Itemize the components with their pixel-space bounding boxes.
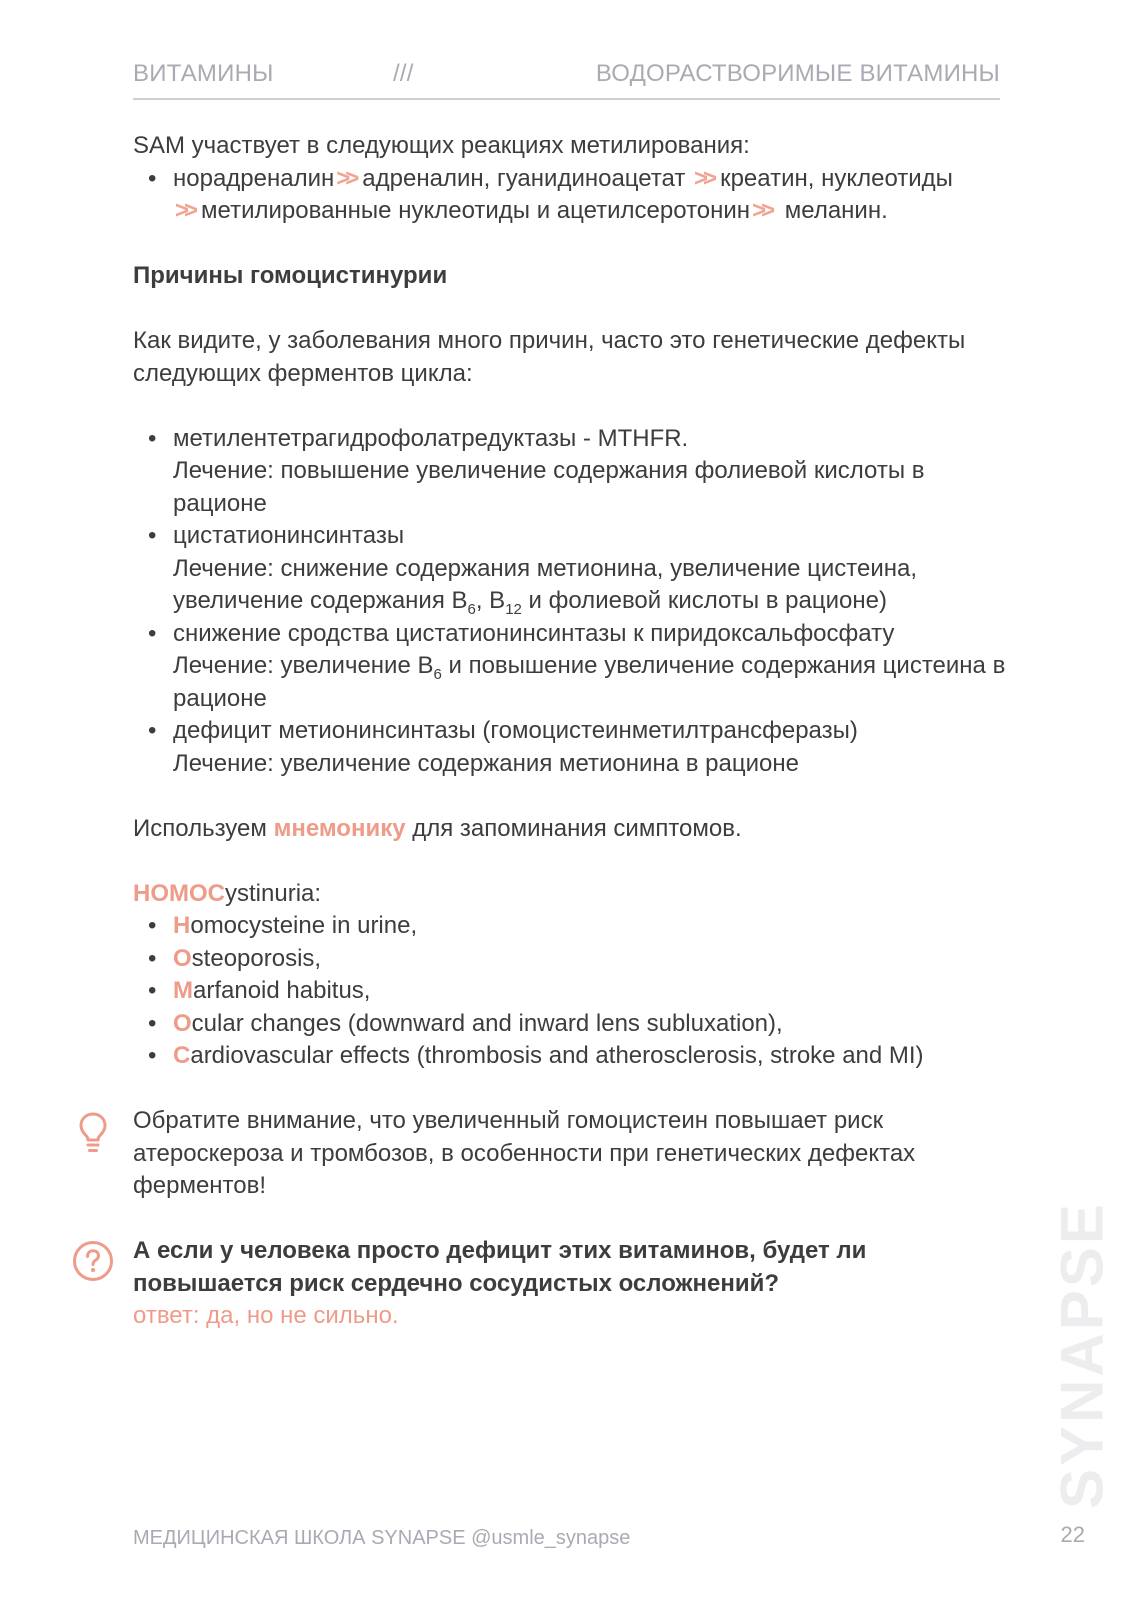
mnemonic-text: arfanoid habitus, [193,977,371,1004]
mnemonic-text: steoporosis, [191,944,322,972]
sam-intro: SAM участвует в следующих реакциях метилирования: [133,132,750,159]
mnemonic-letter: H [173,912,191,939]
cause-item-mthfr [133,423,1013,521]
question-circle-icon [72,1240,114,1282]
brand-watermark [1048,1201,1116,1509]
mnemonic-list [133,910,1013,1073]
mnemonic-word: мнемонику [273,814,406,842]
double-chevron-icon: >> [694,164,713,192]
header-separator: /// [393,60,414,87]
treatment-text: Лечение: снижение содержания метионина, увеличение цистеина, увеличение содержания B [173,554,918,614]
page-content [133,130,1013,1333]
double-chevron-icon: >> [752,197,771,224]
mnemonic-letter: M [173,977,193,1004]
question-answer: ответ: да, но не сильно. [133,1302,399,1329]
cause-treatment [173,553,1013,618]
sam-part-2: адреналин, гуанидиноацетат [362,164,686,192]
cause-title: • цистатионинсинтазы [173,522,405,549]
cause-treatment [173,650,1013,715]
footer-handle: @usmle_synapse [471,1527,631,1549]
mnemonic-letter: O [173,1009,192,1037]
cause-treatment: Лечение: повышение увеличение содержания фолиевой кислоты в рационе [173,457,925,517]
sam-part-4: метилированные нуклеотиды и ацетилсеротонин [201,197,751,224]
cause-treatment: Лечение: увеличение содержания метионина в рационе [173,749,799,777]
cause-title: • дефицит метионинсинтазы (гомоцистеинметилтрансферазы) [173,717,858,744]
cause-item-ms [133,715,1013,780]
treatment-text: Лечение: увеличение B [173,652,434,679]
sam-reactions-item [133,163,1013,228]
lightbulb-icon [78,1111,108,1155]
double-chevron-icon: >> [175,197,194,224]
mnemonic-title-accent: HOMOC [133,879,225,907]
mnemonic-title [133,878,1013,911]
treatment-text: , B [475,587,506,614]
cause-item-cbs-affinity [133,618,1013,716]
treatment-text: и фолиевой кислоты в рационе) [521,587,887,614]
causes-heading: Причины гомоцистинурии [133,262,448,289]
mnemonic-item [133,910,1013,943]
treatment-text: и повышение увеличение содержания цистеина в рационе [173,652,1006,712]
mnemonic-text: omocysteine in urine, [190,912,418,939]
mnemonic-letter: C [173,1042,191,1069]
cause-item-cbs [133,520,1013,618]
mnemonic-title-rest: ystinuria: [225,879,322,907]
page-footer [133,1527,630,1550]
cause-title: • снижение сродства цистатионинсинтазы к пиридоксальфосфату [173,619,895,647]
mnemonic-pre: Используем [133,814,274,842]
header-chapter: ВИТАМИНЫ [133,60,274,87]
note-text: Обратите внимание, что увеличенный гомоцистеин повышает риск атероскероза и тромбозов, в особенности при генетических дефектах ферментов! [133,1107,916,1199]
sam-list [133,163,1013,228]
mnemonic-intro [133,813,1013,846]
mnemonic-item [133,975,1013,1008]
mnemonic-letter: O [173,944,192,972]
mnemonic-text: ardiovascular effects (thrombosis and atherosclerosis, stroke and MI) [190,1042,924,1069]
subscript: 6 [467,600,476,618]
causes-list [133,423,1013,781]
subscript: 6 [433,665,442,683]
sam-part-1: норадреналин [173,164,335,192]
double-chevron-icon: >> [336,164,355,192]
page-number: 22 [1060,1522,1085,1547]
mnemonic-item [133,1040,1013,1073]
sam-part-5: меланин. [784,197,888,224]
brand-watermark-text: SYNAPSE [1048,1201,1116,1509]
page-header [133,52,1000,100]
mnemonic-text: cular changes (downward and inward lens subluxation), [191,1009,783,1037]
causes-intro: Как видите, у заболевания много причин, часто это генетические дефекты следующих ферментов цикла: [133,327,966,387]
mnemonic-post: для запоминания симптомов. [405,814,742,842]
cause-title: • метилентетрагидрофолатредуктазы - MTHFR. [173,424,689,452]
footer-school: МЕДИЦИНСКАЯ ШКОЛА SYNAPSE [133,1527,466,1549]
mnemonic-item [133,1008,1013,1041]
mnemonic-item [133,943,1013,976]
header-section: ВОДОРАСТВОРИМЫЕ ВИТАМИНЫ [595,60,1000,87]
subscript: 12 [505,600,522,618]
question-text: А если у человека просто дефицит этих витаминов, будет ли повышается риск сердечно сосудистых осложнений? [133,1237,867,1297]
sam-part-3: креатин, нуклеотиды [720,164,953,192]
